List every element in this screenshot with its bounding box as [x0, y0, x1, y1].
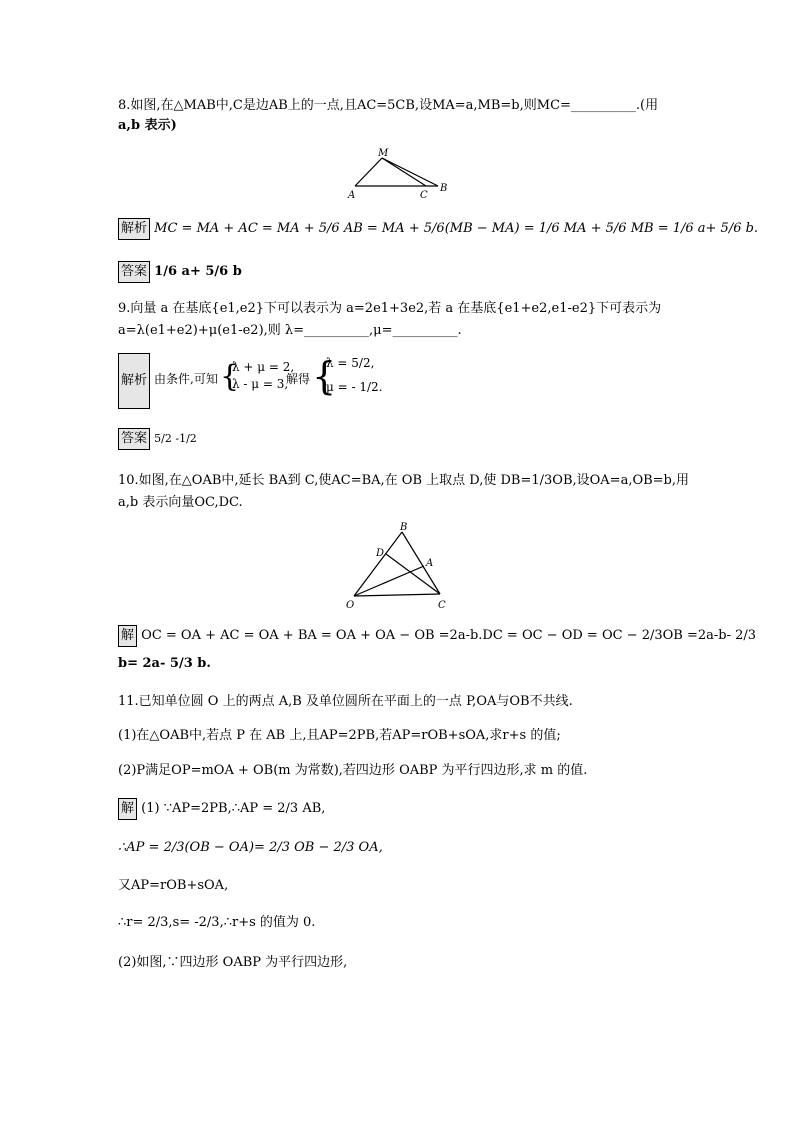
q8-jiexi-tag: 解析 [118, 218, 150, 240]
q9-system-eq1: λ + μ = 2, [232, 360, 295, 374]
q9-stem-line2: a=λ(e1+e2)+μ(e1-e2),则 λ=__________,μ=__________. [118, 323, 462, 338]
q11-solution-row1 [118, 798, 325, 820]
q11-jie-tag: 解 [118, 798, 137, 820]
q9-solution-eq1: λ = 5/2, [326, 356, 375, 370]
q10-solution-row1 [118, 625, 756, 647]
q8-label-c: C [420, 190, 428, 201]
q11-solution-step1: (1) ∵AP=2PB,∴AP = 2/3 AB, [141, 801, 326, 816]
q9-system-eq2: λ - μ = 3, [232, 377, 289, 391]
q11-solution-step5: (2)如图,∵四边形 OABP 为平行四边形, [118, 955, 348, 970]
q10-solution-row2: b= 2a- 5/3 b. [118, 656, 211, 671]
q11-part1: (1)在△OAB中,若点 P 在 AB 上,且AP=2PB,若AP=rOB+sOA,求r+s 的值; [118, 728, 561, 743]
q10-triangle-figure [340, 522, 460, 612]
q10-label-o: O [346, 600, 355, 611]
q10-label-c: C [438, 600, 446, 611]
q8-answer-tag: 答案 [118, 261, 150, 283]
q9-answer-text: 5/2 -1/2 [154, 432, 197, 445]
q11-part2: (2)P满足OP=mOA + OB(m 为常数),若四边形 OABP 为平行四边形,求 m 的值. [118, 763, 588, 778]
q10-jie-tag: 解 [118, 625, 137, 647]
q9-jiexi-lead: 由条件,可知 [154, 372, 218, 386]
q8-label-a: A [348, 190, 356, 201]
q9-answer-tag: 答案 [118, 428, 150, 450]
q9-jiexi-tag: 解析 [118, 353, 150, 409]
q11-solution-step2: ∴AP = 2/3(OB − OA)= 2/3 OB − 2/3 OA, [118, 840, 383, 855]
q11-stem: 11.已知单位圆 O 上的两点 A,B 及单位圆所在平面上的一点 P,OA与OB不共线. [118, 694, 573, 709]
q8-jiexi-text: MC = MA + AC = MA + 5/6 AB = MA + 5/6(MB − MA) = 1/6 MA + 5/6 MB = 1/6 a+ 5/6 b. [154, 221, 759, 236]
q9-solution-eq2: μ = - 1/2. [326, 380, 383, 394]
q9-answer-row [118, 428, 197, 450]
q8-stem-line1: 8.如图,在△MAB中,C是边AB上的一点,且AC=5CB,设MA=a,MB=b,则MC=__________.(用 [118, 98, 659, 113]
q8-label-m: M [378, 148, 389, 159]
q8-label-b: B [440, 183, 448, 194]
q8-triangle-figure [340, 148, 460, 204]
q10-stem-line1: 10.如图,在△OAB中,延长 BA到 C,使AC=BA,在 OB 上取点 D,使 DB=1/3OB,设OA=a,OB=b,用 [118, 473, 690, 488]
q9-brace-1: { [220, 359, 240, 394]
q10-label-a: A [426, 558, 434, 569]
q11-solution-step4: ∴r= 2/3,s= -2/3,∴r+s 的值为 0. [118, 915, 316, 930]
q8-jiexi-row [118, 218, 758, 240]
q8-answer-row [118, 261, 242, 283]
q9-brace-2: { [312, 354, 337, 398]
q10-solution-text1: OC = OA + AC = OA + BA = OA + OA − OB =2a-b.DC = OC − OD = OC − 2/3OB =2a-b- 2/3 [141, 628, 757, 643]
q9-stem-line1: 9.向量 a 在基底{e1,e2}下可以表示为 a=2e1+3e2,若 a 在基底{e1+e2,e1-e2}下可表示为 [118, 301, 662, 316]
q8-stem-line2: a,b 表示) [118, 118, 177, 133]
q9-jiexi-solve: 解得 [286, 372, 311, 386]
q11-solution-step3: 又AP=rOB+sOA, [118, 878, 229, 893]
q10-label-b: B [400, 522, 408, 533]
q8-answer-text: 1/6 a+ 5/6 b [154, 264, 242, 279]
q10-label-d: D [376, 548, 385, 559]
q10-stem-line2: a,b 表示向量OC,DC. [118, 495, 243, 510]
